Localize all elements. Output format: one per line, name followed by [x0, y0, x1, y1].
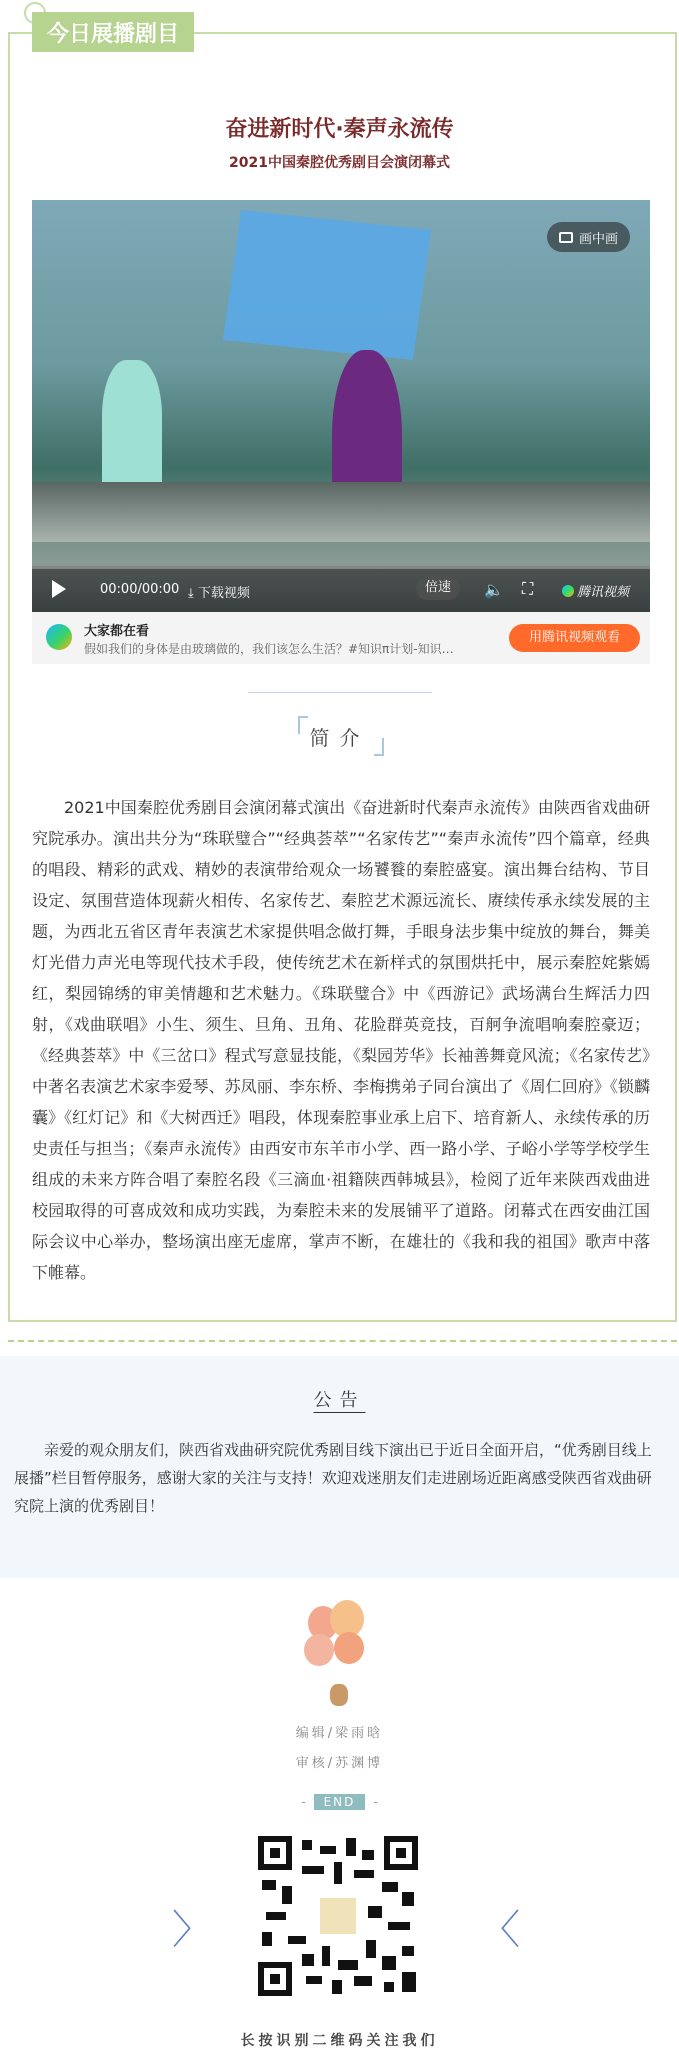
tencent-video-app-icon — [46, 624, 72, 650]
intro-paragraph: 2021中国秦腔优秀剧目会演闭幕式演出《奋进新时代秦声永流传》由陕西省戏曲研究院承办。演出共分为“珠联璧合”“经典荟萃”“名家传艺”“秦声永流传”四个篇章，经典的唱段、精彩的武戏、精妙的表演带给观众一场饕餮的秦腔盛宴。演出舞台结构、节目设定、氛围营造体现薪火相传、名家传艺、秦腔艺术源远流长、赓续传承永续发展的主题，为西北五省区青年表演艺术家提供唱念做打舞，手眼身法步集中绽放的舞台，舞美灯光借力声光电等现代技术手段，使传统艺术在新样式的氛围烘托中，展示秦腔姹紫嫣红，梨园锦绣的审美情趣和艺术魅力。《珠联璧合》中《西游记》武场满台生辉活力四射，《戏曲联唱》小生、须生、旦角、丑角、花脸群英竞技，百舸争流唱响秦腔豪迈；《经典荟萃》中《三岔口》程式写意显技能，《梨园芳华》长袖善舞竟风流；《名家传艺》中著名表演艺术家李爱琴、苏凤丽、李东桥、李梅携弟子同台演出了《周仁回府》《锁麟囊》《红灯记》和《大树西迁》唱段，体现秦腔事业承上启下、培育新人、永续传承的历史责任与担当；《秦声永流传》由西安市东羊市小学、西一路小学、子峪小学等学校学生组成的未来方阵合唱了秦腔名段《三滴血·祖籍陕西韩城县》，检阅了近年来陕西戏曲进校园取得的可喜成效和成功实践，为秦腔未来的发展铺平了道路。闭幕式在西安曲江国际会议中心举办，整场演出座无虚席，掌声不断，在雄壮的《我和我的祖国》歌声中落下帷幕。 — [32, 798, 650, 1282]
qr-finder-pattern — [384, 1836, 418, 1870]
notice-text: 亲爱的观众朋友们，陕西省戏曲研究院优秀剧目线下演出已于近日全面开启，“优秀剧目线上展播”栏目暂停服务，感谢大家的关注与支持！欢迎戏迷朋友们走进剧场近距离感受陕西省戏曲研究院上演的优秀剧目！ — [14, 1441, 652, 1515]
editor-credit: 编辑/梁雨晗 — [295, 1726, 384, 1741]
end-dash-right: - — [373, 1795, 378, 1809]
tencent-video-brand[interactable] — [562, 581, 629, 600]
progress-bar[interactable] — [32, 566, 650, 569]
download-label: 下载视频 — [197, 586, 250, 601]
qr-finder-pattern — [258, 1962, 292, 1996]
picture-in-picture-button[interactable] — [547, 222, 630, 252]
balloon-bear-illustration — [300, 1600, 380, 1710]
speed-button[interactable]: 倍速 — [416, 576, 460, 600]
recommend-description: 假如我们的身体是由玻璃做的，我们该怎么生活？#知识π计划-知识… — [84, 642, 454, 656]
article-subheadline: 2021中国秦腔优秀剧目会演闭幕式 — [229, 155, 450, 171]
video-frame-flag — [223, 210, 431, 360]
qr-code[interactable] — [258, 1836, 418, 1996]
chevron-left-icon: 〈 — [480, 1907, 520, 1953]
download-button[interactable] — [188, 582, 250, 601]
pip-label: 画中画 — [578, 231, 618, 247]
video-frame-stage — [32, 482, 650, 542]
chevron-right-icon: 〉 — [172, 1907, 212, 1953]
end-marker — [0, 1794, 679, 1810]
recommend-title: 大家都在看 — [84, 624, 150, 639]
end-label: END — [314, 1794, 366, 1810]
section-tag: 今日展播剧目 — [32, 12, 194, 52]
divider-line — [248, 692, 432, 693]
video-controls — [32, 566, 650, 612]
pip-icon — [559, 232, 573, 243]
volume-icon[interactable]: 🔈 — [484, 580, 504, 599]
qr-caption: 长按识别二维码关注我们 — [240, 2033, 439, 2049]
dashed-separator — [8, 1340, 677, 1344]
notice-title: 公告 — [313, 1390, 366, 1411]
brand-label: 腾讯视频 — [577, 585, 630, 600]
fullscreen-icon[interactable]: ⛶ — [522, 579, 534, 598]
play-icon[interactable] — [52, 580, 66, 598]
qr-center-logo — [318, 1896, 358, 1936]
download-icon: ⤓ — [188, 586, 194, 601]
intro-title: 简介 — [309, 726, 370, 750]
end-dash-left: - — [301, 1795, 306, 1809]
recommend-bar[interactable] — [32, 612, 650, 664]
open-in-tencent-video-button[interactable]: 用腾讯视频观看 — [509, 624, 640, 652]
notice-section — [0, 1356, 679, 1578]
article-headline: 奋进新时代·秦声永流传 — [225, 117, 454, 142]
video-frame-dancer — [102, 360, 162, 500]
video-player[interactable] — [32, 200, 650, 612]
qr-finder-pattern — [258, 1836, 292, 1870]
time-display: 00:00/00:00 — [100, 582, 180, 597]
tencent-video-logo-icon — [562, 585, 574, 597]
reviewer-credit: 审核/苏渊博 — [295, 1756, 384, 1771]
